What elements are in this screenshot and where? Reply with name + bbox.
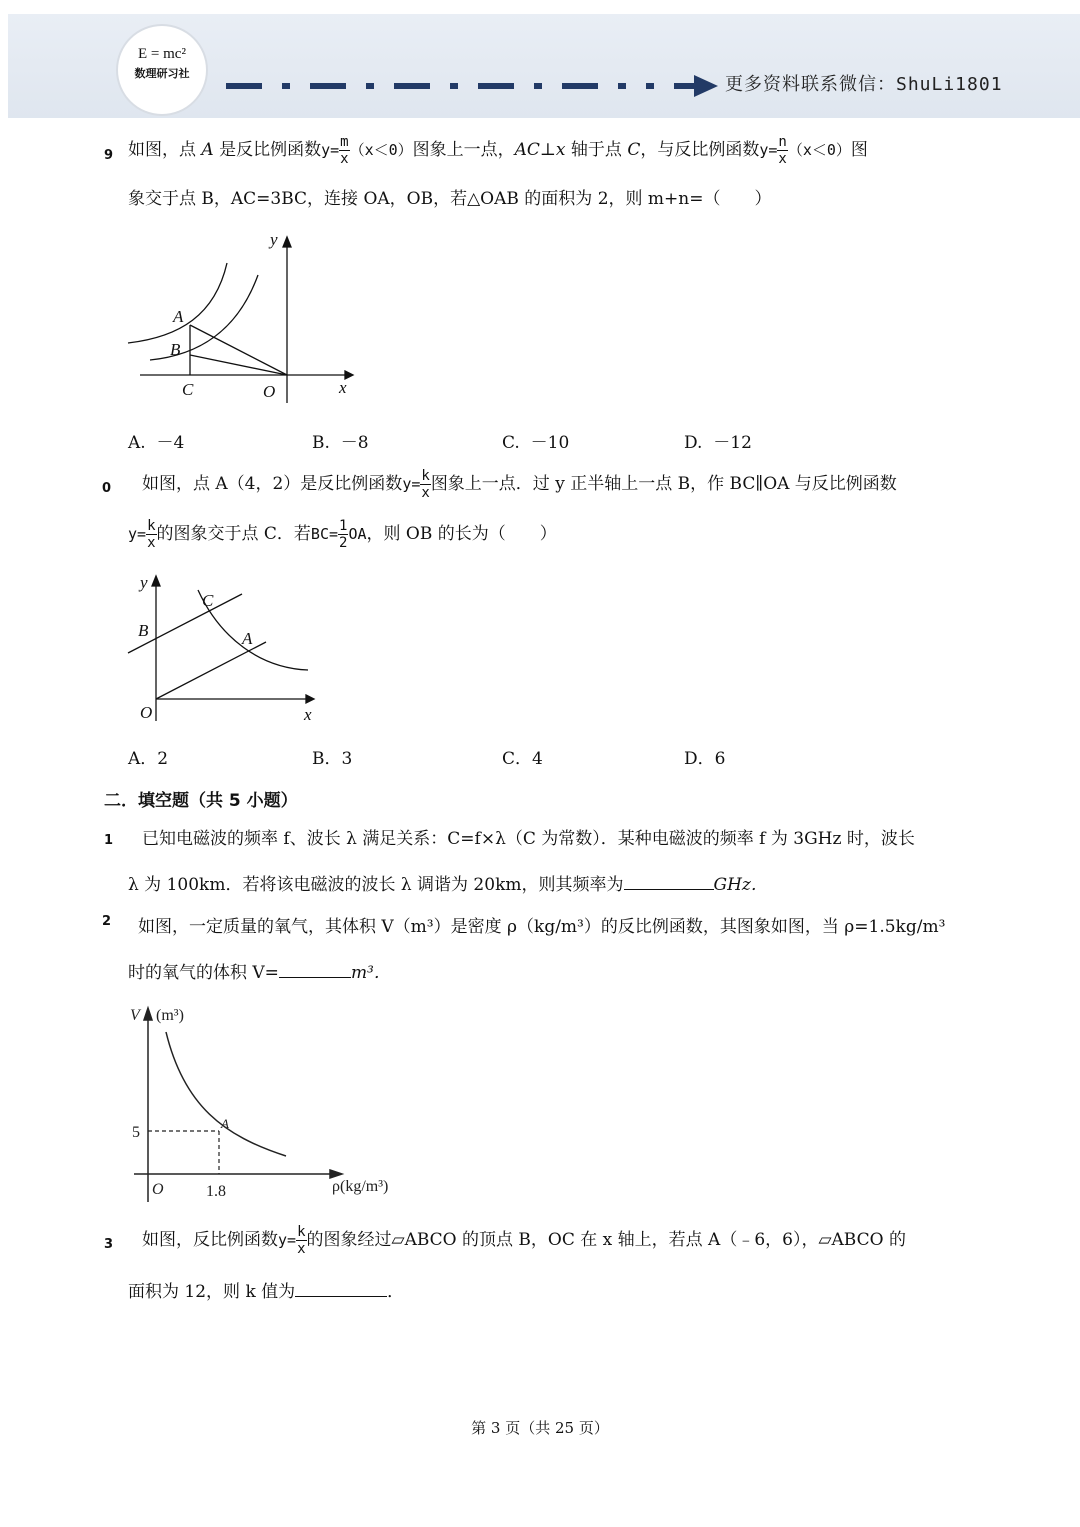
answer-blank[interactable] <box>295 1278 387 1297</box>
point-label-c: C <box>202 591 214 610</box>
point-label-c: C <box>182 380 194 399</box>
q12-line2: 时的氧气的体积 V= m³． <box>128 959 391 984</box>
origin-label: O <box>152 1181 164 1198</box>
point-label-a: A <box>221 1116 229 1131</box>
answer-blank[interactable] <box>279 959 351 978</box>
page-footer: 第 3 页（共 25 页） <box>471 1419 609 1437</box>
axis-label-rho: ρ(kg/m³) <box>332 1178 389 1195</box>
option-b: B. －8 <box>312 433 369 453</box>
q9-figure <box>120 225 370 415</box>
logo <box>118 26 206 114</box>
point-label-o: O <box>263 382 276 401</box>
fraction: $\frac{n}{x}$ <box>778 134 787 167</box>
option-b: B．3 <box>312 749 353 769</box>
logo-text: 数理研习社 <box>134 67 190 80</box>
question-number: 0 <box>102 481 112 496</box>
axis-unit-v: (m³) <box>156 1007 184 1024</box>
q10-line2: y= $\frac{k}{x}$ 的图象交于点 C．若BC= $\frac{1}{2}$ OA，则 OB 的长为（ ） <box>128 518 557 551</box>
q10-figure <box>120 568 330 728</box>
q9-line1: 如图，点 A 是反比例函数y= $\frac{m}{x}$ （x＜0）图象上一点，AC⊥x 轴于点 C，与反比例函数y= $\frac{n}{x}$ （x＜0）图 <box>128 134 868 167</box>
fraction: $\frac{m}{x}$ <box>340 134 349 167</box>
header-dash-line <box>226 74 726 98</box>
section-heading: 二．填空题（共 5 小题） <box>104 791 298 811</box>
contact-info: 更多资料联系微信：ShuLi1801 <box>725 74 1003 95</box>
option-a: A. －4 <box>128 433 185 453</box>
axis-label-y: y <box>270 230 278 249</box>
fraction: $\frac{k}{x}$ <box>147 518 156 551</box>
axis-label-y: y <box>140 573 148 592</box>
q11-line1: 已知电磁波的频率 f、波长 λ 满足关系：C=f×λ（C 为常数）．某种电磁波的频率 f 为 3GHz 时，波长 <box>142 829 915 849</box>
point-label-a: A <box>242 629 253 648</box>
axis-label-x: x <box>339 378 347 397</box>
q9-line2: 象交于点 B，AC=3BC，连接 OA，OB，若△OAB 的面积为 2，则 m+n=（ ） <box>128 189 772 209</box>
q12-line1: 如图，一定质量的氧气，其体积 V（m³）是密度 ρ（kg/m³）的反比例函数，其图象如图，当 ρ=1.5kg/m³ <box>138 917 946 937</box>
q13-line1: 如图，反比例函数y= $\frac{k}{x}$ 的图象经过▱ABCO 的顶点 B，OC 在 x 轴上，若点 A（﹣6，6），▱ABCO 的 <box>142 1224 906 1257</box>
page-header <box>8 14 1080 118</box>
q12-figure <box>124 996 414 1208</box>
fraction: $\frac{1}{2}$ <box>339 518 348 551</box>
axis-label-x: x <box>304 705 312 724</box>
point-label-b: B <box>138 621 149 640</box>
fraction: $\frac{k}{x}$ <box>297 1224 306 1257</box>
q11-line2: λ 为 100km．若将该电磁波的波长 λ 调谐为 20km，则其频率为 GHz． <box>128 871 768 896</box>
option-a: A．2 <box>128 749 169 769</box>
tick-label-5: 5 <box>132 1124 140 1141</box>
question-number: 1 <box>104 833 114 848</box>
question-number: 9 <box>104 148 114 163</box>
q13-line2: 面积为 12，则 k 值为 ． <box>128 1278 404 1303</box>
question-number: 3 <box>104 1237 114 1252</box>
fraction: $\frac{k}{x}$ <box>421 468 430 501</box>
point-label-b: B <box>170 340 181 359</box>
q10-line1: 如图，点 A（4，2）是反比例函数y= $\frac{k}{x}$ 图象上一点．过 y 正半轴上一点 B，作 BC∥OA 与反比例函数 <box>142 468 897 501</box>
axis-label-v: V <box>130 1007 140 1024</box>
option-c: C. －10 <box>502 433 570 453</box>
option-d: D. －12 <box>684 433 752 453</box>
logo-formula: E = mc² <box>138 46 186 62</box>
option-d: D．6 <box>684 749 726 769</box>
question-number: 2 <box>102 914 112 929</box>
point-label-a: A <box>173 307 184 326</box>
answer-blank[interactable] <box>624 871 714 890</box>
point-label-o: O <box>140 703 153 722</box>
tick-label-1-8: 1.8 <box>206 1183 226 1200</box>
option-c: C．4 <box>502 749 543 769</box>
